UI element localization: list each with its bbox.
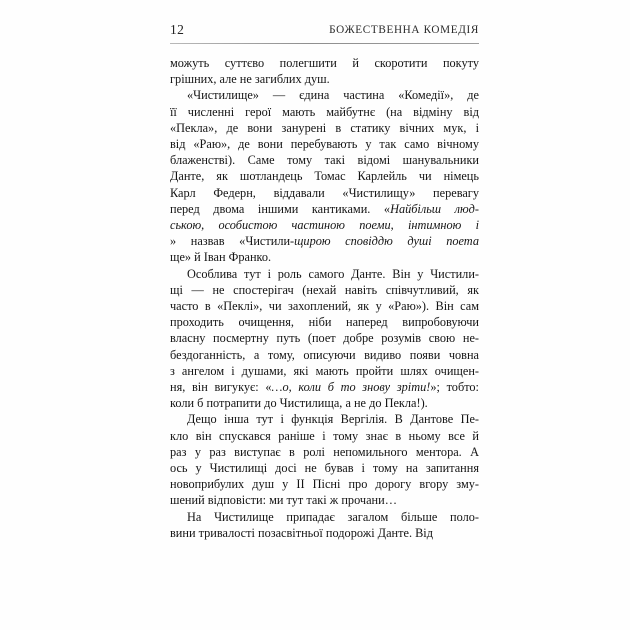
- text-run: перед двома іншими кантиками. «: [170, 201, 391, 216]
- text-run: проходить очищення, ніби наперед випробовуючи: [170, 315, 479, 330]
- paragraph: [170, 55, 479, 87]
- text-run: На Чистилище припадає загалом більше поло-: [187, 509, 479, 524]
- text-line: [170, 379, 479, 395]
- text-run: ня, він вигукує: «: [170, 380, 272, 395]
- text-run: ось у Чистилищі досі не бував і тому на запитання: [170, 461, 479, 476]
- text-run: вини тривалості позасвітньої подорожі Данте. Від: [170, 525, 433, 540]
- text-line: [170, 444, 479, 460]
- text-line: [170, 266, 479, 282]
- text-run: раз у раз виступає в ролі непомильного ментора. А: [170, 444, 479, 459]
- text-run: кло він спускався раніше і тому знає в ньому все й: [170, 428, 479, 443]
- text-run: шений відповісти: ми тут такі ж прочани…: [170, 493, 397, 508]
- text-line: [170, 347, 479, 363]
- text-line: [170, 136, 479, 152]
- text-line: [170, 185, 479, 201]
- text-line: [170, 249, 479, 265]
- text-line: [170, 55, 479, 71]
- text-line: [170, 411, 479, 427]
- text-run: Данте, як шотландець Томас Карлейль чи німець: [170, 169, 479, 184]
- text-run: Дещо інша тут і функція Вергілія. В Дантове Пе-: [187, 412, 479, 427]
- text-line: [170, 525, 479, 541]
- text-line: [170, 152, 479, 168]
- italic-quote-run: Найбільш люд-: [390, 201, 479, 216]
- paragraph: [170, 411, 479, 508]
- text-run: новоприбулих душ у II Пісні про дорогу вгору зму-: [170, 477, 479, 492]
- body-text: [170, 55, 479, 541]
- italic-quote-run: ською, особистою частиною поеми, інтимною і: [170, 218, 479, 233]
- paragraph: [170, 266, 479, 412]
- text-line: [170, 395, 479, 411]
- text-line: [170, 330, 479, 346]
- page-text-block: [170, 22, 479, 541]
- text-run: Карл Федерн, віддавали «Чистилищу» перевагу: [170, 185, 479, 200]
- text-line: [170, 217, 479, 233]
- text-run: власну посмертну путь (поет добре розумів свою не-: [170, 331, 479, 346]
- text-line: [170, 509, 479, 525]
- text-run: від «Раю», де вони перебувають у так само вічному: [170, 137, 479, 152]
- text-line: [170, 282, 479, 298]
- text-line: [170, 363, 479, 379]
- text-run: грішних, але не загиблих душ.: [170, 72, 330, 87]
- text-run: » назвав «Чистили-: [170, 234, 295, 249]
- text-run: «Пекла», де вони занурені в статику вічних мук, і: [170, 120, 479, 135]
- text-line: [170, 298, 479, 314]
- running-head: [170, 22, 479, 41]
- text-run: блаженстві). Саме тому такі відомі шанувальники: [170, 153, 479, 168]
- page-number: 12: [170, 22, 185, 37]
- text-line: [170, 201, 479, 217]
- text-line: [170, 104, 479, 120]
- text-line: [170, 476, 479, 492]
- book-title-running-head: БОЖЕСТВЕННА КОМЕДІЯ: [329, 24, 479, 36]
- text-run: можуть суттєво полегшити й скоротити покуту: [170, 56, 479, 70]
- paragraph: [170, 87, 479, 265]
- italic-quote-run: щирою сповіддю душі поета: [294, 234, 479, 249]
- text-run: часто в «Пеклі», чи захоплений, як у «Раю»). Він сам: [170, 299, 479, 314]
- paragraph: [170, 509, 479, 541]
- text-run: ще» й Іван Франко.: [170, 250, 272, 265]
- text-run: »; тобто:: [430, 380, 479, 395]
- text-run: Особлива тут і роль самого Данте. Він у Чистили-: [187, 266, 479, 281]
- text-run: бездоганність, а тому, описуючи видиво появи човна: [170, 347, 479, 362]
- text-run: коли б потрапити до Чистилища, а не до Пекла!).: [170, 396, 428, 411]
- text-run: її численні герої мають майбутнє (на відміну від: [170, 104, 479, 119]
- text-line: [170, 71, 479, 87]
- italic-quote-run: …о, коли б то знову зріти!: [271, 380, 431, 395]
- text-run: «Чистилище» — єдина частина «Комедії», де: [187, 88, 479, 103]
- text-line: [170, 314, 479, 330]
- text-run: з ангелом і душами, які мають пройти шлях очищен-: [170, 363, 479, 378]
- text-line: [170, 233, 479, 249]
- text-line: [170, 492, 479, 508]
- text-line: [170, 460, 479, 476]
- text-run: щі — не спостерігач (нехай навіть співчутливий, як: [170, 282, 479, 297]
- text-line: [170, 168, 479, 184]
- text-line: [170, 87, 479, 103]
- text-line: [170, 120, 479, 136]
- header-rule-divider: [170, 43, 479, 44]
- text-line: [170, 428, 479, 444]
